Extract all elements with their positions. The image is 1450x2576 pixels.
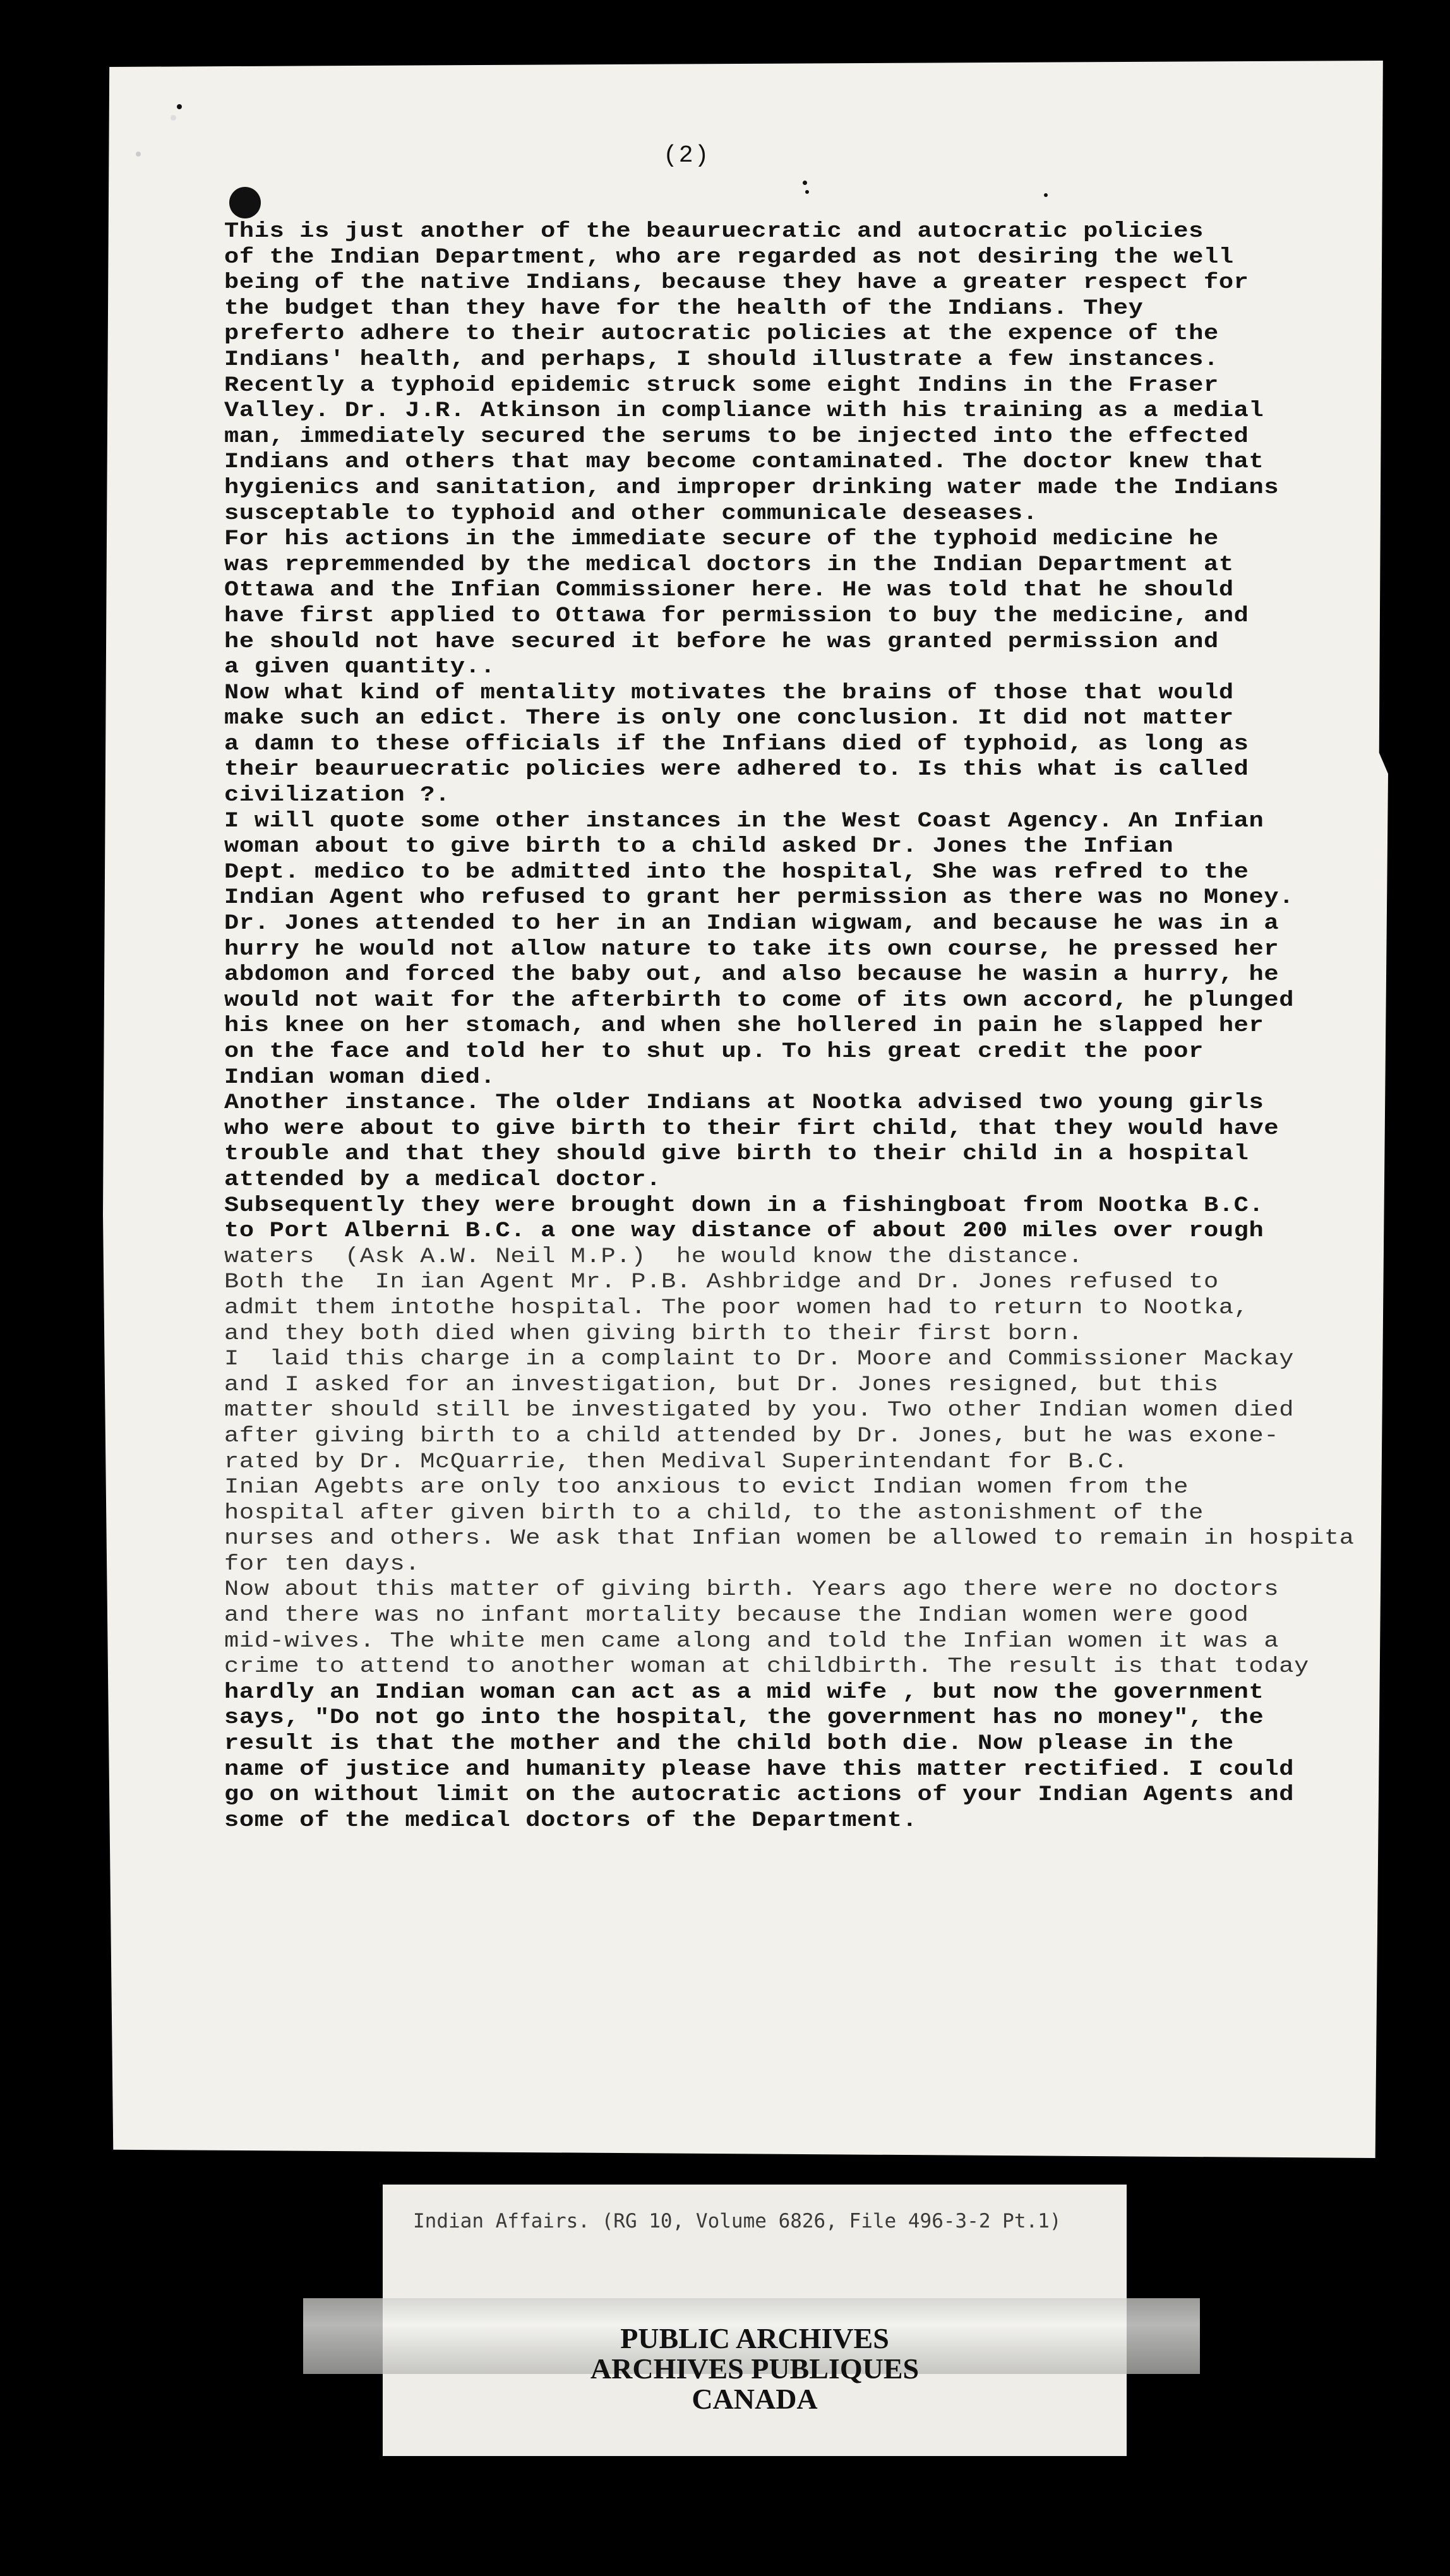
page-number: (2) xyxy=(663,142,710,169)
text-line: being of the native Indians, because they have a greater respect for xyxy=(224,271,1249,295)
text-line: would not wait for the afterbirth to come of its own accord, he plunged xyxy=(224,988,1295,1013)
text-line: Both the In ian Agent Mr. P.B. Ashbridge and Dr. Jones refused to xyxy=(224,1270,1219,1295)
text-line: susceptable to typhoid and other communicale deseases. xyxy=(224,501,1038,526)
text-line: and I asked for an investigation, but Dr. Jones resigned, but this xyxy=(224,1373,1219,1397)
text-line: Indians' health, and perhaps, I should illustrate a few instances. xyxy=(224,347,1219,372)
text-line: name of justice and humanity please have this matter rectified. I could xyxy=(224,1757,1295,1782)
text-line: woman about to give birth to a child asked Dr. Jones the Infian xyxy=(224,835,1174,859)
stamp-line: PUBLIC ARCHIVES xyxy=(620,2322,889,2354)
text-line: make such an edict. There is only one conclusion. It did not matter xyxy=(224,707,1234,731)
text-line: on the face and told her to shut up. To his great credit the poor xyxy=(224,1040,1204,1064)
text-line: was repremmended by the medical doctors in the Indian Department at xyxy=(224,552,1234,577)
text-line: Another instance. The older Indians at Nootka advised two young girls xyxy=(224,1091,1264,1116)
text-line: a given quantity.. xyxy=(224,655,496,680)
text-line: some of the medical doctors of the Department. xyxy=(224,1808,918,1833)
ink-speck xyxy=(805,190,809,194)
text-line: rated by Dr. McQuarrie, then Medival Superintendant for B.C. xyxy=(224,1450,1129,1474)
text-line: nurses and others. We ask that Infian women be allowed to remain in hospita xyxy=(224,1527,1355,1551)
text-line: says, "Do not go into the hospital, the government has no money", the xyxy=(224,1706,1264,1731)
text-line: after giving birth to a child attended by Dr. Jones, but he was exone- xyxy=(224,1424,1279,1448)
edge-speck xyxy=(171,115,176,121)
ink-blot xyxy=(229,187,261,218)
text-line: Now about this matter of giving birth. Years ago there were no doctors xyxy=(224,1578,1279,1602)
text-line: I laid this charge in a complaint to Dr. Moore and Commissioner Mackay xyxy=(224,1347,1295,1372)
text-line: crime to attend to another woman at childbirth. The result is that today xyxy=(224,1655,1309,1679)
text-line: Dept. medico to be admitted into the hospital, She was refred to the xyxy=(224,860,1249,885)
text-line: Now what kind of mentality motivates the brains of those that would xyxy=(224,681,1234,705)
letter-body xyxy=(224,219,1450,1834)
archives-stamp xyxy=(383,2323,1127,2414)
text-line: For his actions in the immediate secure of the typhoid medicine he xyxy=(224,527,1219,552)
stamp-line: CANADA xyxy=(692,2383,818,2415)
text-line: trouble and that they should give birth to their child in a hospital xyxy=(224,1142,1249,1167)
text-line: his knee on her stomach, and when she hollered in pain he slapped her xyxy=(224,1014,1264,1039)
text-line: he should not have secured it before he was granted permission and xyxy=(224,629,1219,654)
text-line: and they both died when giving birth to their first born. xyxy=(224,1321,1084,1346)
text-line: Indian woman died. xyxy=(224,1065,496,1090)
text-line: and there was no infant mortality because the Indian women were good xyxy=(224,1604,1249,1628)
text-line: to Port Alberni B.C. a one way distance of about 200 miles over rough xyxy=(224,1219,1264,1244)
text-line: matter should still be investigated by you. Two other Indian women died xyxy=(224,1398,1295,1423)
text-line: result is that the mother and the child both die. Now please in the xyxy=(224,1732,1234,1756)
text-line: hurry he would not allow nature to take its own course, he pressed her xyxy=(224,937,1279,962)
text-line: go on without limit on the autocratic actions of your Indian Agents and xyxy=(224,1783,1295,1808)
edge-speck xyxy=(136,152,141,157)
stamp-line: ARCHIVES PUBLIQUES xyxy=(590,2352,920,2385)
text-line: hardly an Indian woman can act as a mid wife , but now the government xyxy=(224,1680,1264,1705)
text-line: Recently a typhoid epidemic struck some eight Indins in the Fraser xyxy=(224,373,1219,398)
text-line: Subsequently they were brought down in a fishingboat from Nootka B.C. xyxy=(224,1193,1264,1218)
text-line: Inian Agebts are only too anxious to evict Indian women from the xyxy=(224,1476,1189,1500)
text-line: who were about to give birth to their firt child, that they would have xyxy=(224,1116,1279,1141)
text-line: I will quote some other instances in the West Coast Agency. An Infian xyxy=(224,809,1264,833)
archive-reference: Indian Affairs. (RG 10, Volume 6826, File 496-3-2 Pt.1) xyxy=(413,2210,1062,2233)
text-line: attended by a medical doctor. xyxy=(224,1167,661,1192)
text-line: hospital after given birth to a child, to the astonishment of the xyxy=(224,1501,1204,1525)
text-line: their beauruecratic policies were adhered to. Is this what is called xyxy=(224,758,1249,782)
text-line: abdomon and forced the baby out, and also because he wasin a hurry, he xyxy=(224,963,1279,987)
text-line: have first applied to Ottawa for permission to buy the medicine, and xyxy=(224,604,1249,628)
ink-speck xyxy=(803,181,807,185)
text-line: of the Indian Department, who are regarded as not desiring the well xyxy=(224,245,1234,270)
edge-speck xyxy=(177,104,182,109)
text-line: Valley. Dr. J.R. Atkinson in compliance with his training as a medial xyxy=(224,399,1264,424)
text-line: the budget than they have for the health of the Indians. They xyxy=(224,296,1144,321)
text-line: mid-wives. The white men came along and told the Infian women it was a xyxy=(224,1629,1279,1654)
text-line: preferto adhere to their autocratic policies at the expence of the xyxy=(224,322,1219,347)
text-line: Indian Agent who refused to grant her permission as there was no Money. xyxy=(224,886,1295,910)
text-line: man, immediately secured the serums to be injected into the effected xyxy=(224,424,1249,449)
text-line: admit them intothe hospital. The poor women had to return to Nootka, xyxy=(224,1296,1249,1320)
text-line: Indians and others that may become contaminated. The doctor knew that xyxy=(224,450,1264,475)
text-line: Ottawa and the Infian Commissioner here. He was told that he should xyxy=(224,578,1234,603)
text-line: This is just another of the beauruecratic and autocratic policies xyxy=(224,220,1204,244)
text-line: civilization ?. xyxy=(224,784,450,808)
text-line: a damn to these officials if the Infians died of typhoid, as long as xyxy=(224,732,1249,756)
text-line: waters (Ask A.W. Neil M.P.) he would know the distance. xyxy=(224,1244,1084,1269)
text-line: hygienics and sanitation, and improper drinking water made the Indians xyxy=(224,475,1279,500)
text-line: Dr. Jones attended to her in an Indian wigwam, and because he was in a xyxy=(224,912,1279,936)
text-line: for ten days. xyxy=(224,1552,421,1577)
ink-speck xyxy=(1044,193,1048,197)
